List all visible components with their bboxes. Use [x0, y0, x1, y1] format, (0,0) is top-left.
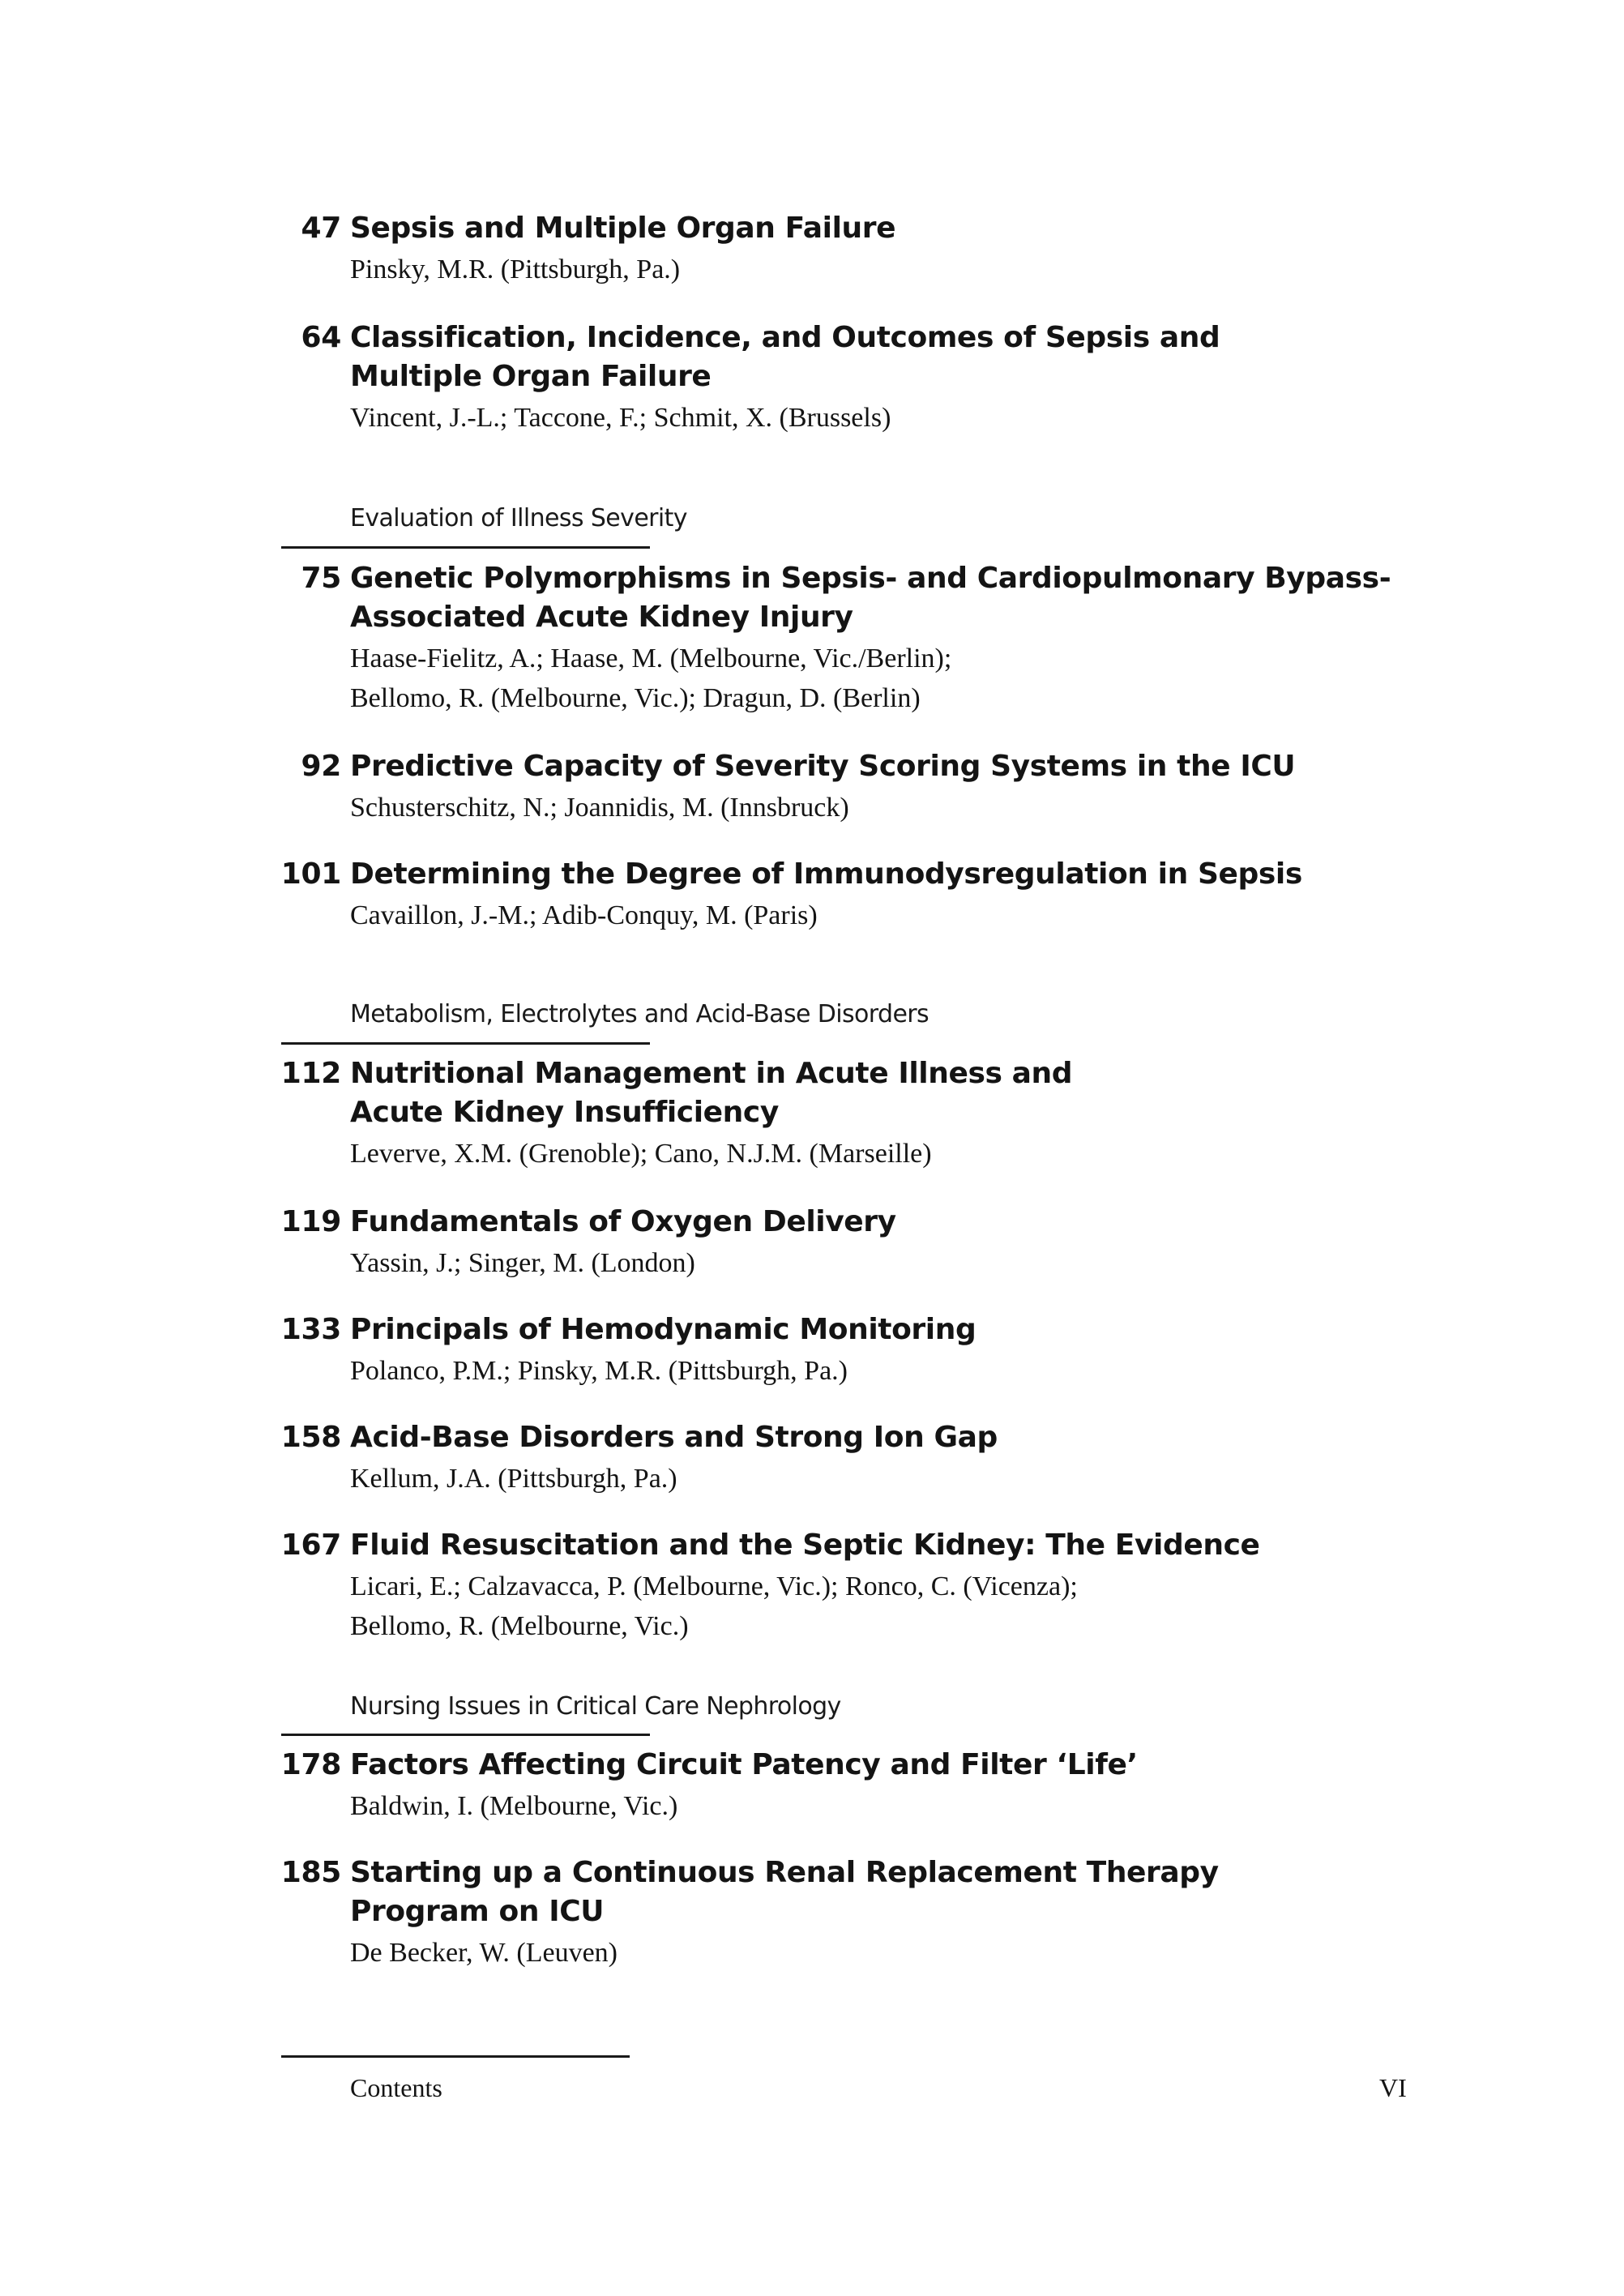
toc-title-line: Determining the Degree of Immunodysregulation in Sepsis: [350, 857, 1302, 891]
toc-title-line: Factors Affecting Circuit Patency and Filter ‘Life’: [350, 1748, 1138, 1781]
footer-label: Contents: [350, 2073, 442, 2102]
toc-author-line: Polanco, P.M.; Pinsky, M.R. (Pittsburgh, Pa.): [350, 1356, 848, 1386]
toc-author-line: Baldwin, I. (Melbourne, Vic.): [350, 1791, 678, 1821]
toc-page-number: 92: [301, 750, 341, 783]
toc-title-line: Nutritional Management in Acute Illness and: [350, 1057, 1073, 1090]
section-heading: Nursing Issues in Critical Care Nephrology: [350, 1692, 841, 1721]
section-heading: Metabolism, Electrolytes and Acid-Base Disorders: [350, 1000, 930, 1028]
toc-page-number: 47: [301, 212, 341, 245]
footer-page-number: VI: [1379, 2073, 1407, 2102]
toc-author-line: Bellomo, R. (Melbourne, Vic.): [350, 1611, 689, 1641]
toc-page-number: 101: [280, 857, 341, 891]
section-divider: [281, 546, 650, 549]
toc-title: [350, 1853, 1387, 1931]
section-divider: [281, 1042, 650, 1045]
footer-divider: [281, 2055, 630, 2058]
toc-author-line: Kellum, J.A. (Pittsburgh, Pa.): [350, 1464, 677, 1494]
toc-authors: [350, 1567, 1078, 1646]
toc-page-number: 178: [280, 1748, 341, 1781]
toc-title-line: Starting up a Continuous Renal Replacement Therapy: [350, 1856, 1219, 1889]
toc-page-number: 64: [301, 321, 341, 354]
toc-authors: [350, 1459, 677, 1499]
toc-title-line: Genetic Polymorphisms in Sepsis- and Cardiopulmonary Bypass-: [350, 562, 1391, 595]
toc-page-number: 119: [280, 1205, 341, 1238]
toc-title: [350, 1418, 1387, 1457]
toc-author-line: Yassin, J.; Singer, M. (London): [350, 1248, 695, 1278]
toc-author-line: Pinsky, M.R. (Pittsburgh, Pa.): [350, 254, 681, 284]
toc-page-number: 185: [280, 1856, 341, 1889]
toc-title: [350, 1526, 1387, 1565]
toc-title: [350, 559, 1391, 637]
toc-title-line: Fundamentals of Oxygen Delivery: [350, 1205, 896, 1238]
toc-title: [350, 1310, 1387, 1349]
toc-authors: [350, 639, 951, 718]
toc-title: [350, 1203, 1387, 1242]
toc-page-number: 75: [301, 562, 341, 595]
toc-title-line: Classification, Incidence, and Outcomes of Sepsis and: [350, 321, 1220, 354]
toc-title: [350, 1054, 1387, 1132]
toc-title: [350, 319, 1387, 396]
toc-title-line: Sepsis and Multiple Organ Failure: [350, 212, 896, 245]
toc-title: [350, 209, 1387, 248]
toc-title: [350, 855, 1387, 894]
toc-author-line: Vincent, J.-L.; Taccone, F.; Schmit, X. (Brussels): [350, 403, 891, 433]
toc-authors: [350, 1351, 848, 1391]
toc-author-line: Cavaillon, J.-M.; Adib-Conquy, M. (Paris): [350, 900, 818, 930]
toc-title-line: Program on ICU: [350, 1895, 605, 1928]
toc-title: [350, 1746, 1387, 1785]
toc-page-number: 133: [280, 1313, 341, 1346]
toc-authors: [350, 896, 818, 935]
toc-author-line: Leverve, X.M. (Grenoble); Cano, N.J.M. (Marseille): [350, 1139, 932, 1169]
toc-authors: [350, 1933, 618, 1973]
toc-authors: [350, 398, 891, 438]
toc-author-line: Licari, E.; Calzavacca, P. (Melbourne, Vic.); Ronco, C. (Vicenza);: [350, 1571, 1078, 1601]
toc-author-line: Haase-Fielitz, A.; Haase, M. (Melbourne, Vic./Berlin);: [350, 643, 952, 673]
toc-title-line: Multiple Organ Failure: [350, 360, 712, 393]
toc-author-line: De Becker, W. (Leuven): [350, 1938, 618, 1968]
toc-title-line: Acute Kidney Insufficiency: [350, 1096, 779, 1129]
section-divider: [281, 1734, 650, 1736]
toc-author-line: Schusterschitz, N.; Joannidis, M. (Innsbruck): [350, 793, 849, 823]
toc-title: [350, 747, 1387, 786]
toc-page-number: 167: [280, 1529, 341, 1562]
toc-title-line: Fluid Resuscitation and the Septic Kidney: The Evidence: [350, 1529, 1260, 1562]
toc-authors: [350, 1786, 677, 1826]
toc-title-line: Predictive Capacity of Severity Scoring Systems in the ICU: [350, 750, 1296, 783]
toc-title-line: Associated Acute Kidney Injury: [350, 601, 853, 634]
toc-title-line: Principals of Hemodynamic Monitoring: [350, 1313, 977, 1346]
toc-page-number: 158: [280, 1421, 341, 1454]
toc-author-line: Bellomo, R. (Melbourne, Vic.); Dragun, D. (Berlin): [350, 683, 921, 713]
toc-authors: [350, 1243, 695, 1283]
toc-authors: [350, 1134, 932, 1174]
section-heading: Evaluation of Illness Severity: [350, 504, 687, 532]
toc-authors: [350, 788, 849, 827]
toc-authors: [350, 250, 680, 289]
toc-title-line: Acid-Base Disorders and Strong Ion Gap: [350, 1421, 998, 1454]
toc-page-number: 112: [280, 1057, 341, 1090]
